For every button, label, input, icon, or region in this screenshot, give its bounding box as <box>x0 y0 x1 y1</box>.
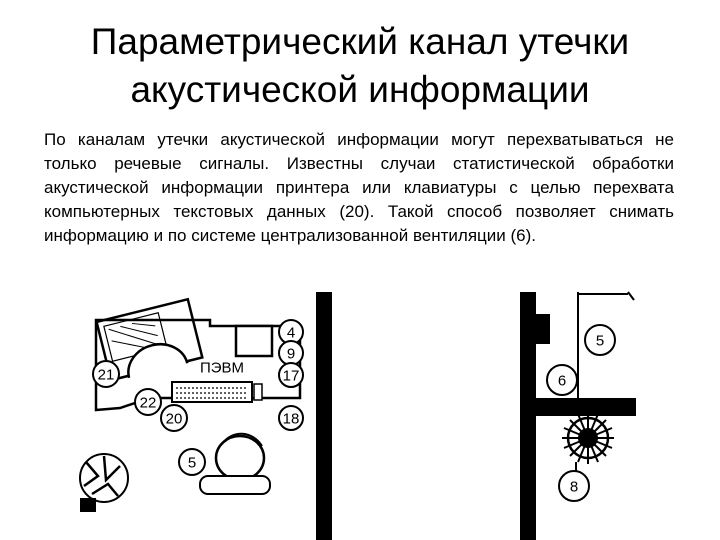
svg-text:8: 8 <box>569 478 579 496</box>
wall-left <box>316 292 332 540</box>
chair-shape <box>200 434 270 494</box>
marker-5-right <box>585 325 615 355</box>
slide-title <box>30 18 690 114</box>
body-paragraph: По каналам утечки акустической информации могут перехватываться не только речевые сигналы. Известны случаи статистической обработки акустической информации принтера или клавиатуры с целью перехвата компьютерных текстовых данных (20). Такой способ позволяет снимать информацию и по системе централизованной вентиляции (6). <box>44 130 674 245</box>
marker-17 <box>279 363 303 387</box>
marker-18 <box>279 406 303 430</box>
marker-20 <box>161 405 187 431</box>
svg-text:9: 9 <box>286 345 296 363</box>
svg-text:6: 6 <box>557 372 567 390</box>
plant-shape <box>80 454 128 512</box>
monitor-shape <box>236 326 272 356</box>
workstation-illustration <box>80 292 332 540</box>
marker-5-left <box>179 449 205 475</box>
duct-wall <box>536 398 636 416</box>
svg-text:5: 5 <box>187 454 197 472</box>
svg-text:20: 20 <box>165 410 183 428</box>
svg-text:22: 22 <box>139 394 157 412</box>
svg-text:17: 17 <box>282 367 300 385</box>
marker-22 <box>135 389 161 415</box>
office-diagram <box>0 280 720 540</box>
keyboard-shape <box>172 382 262 402</box>
title-line-1: Параметрический канал утечки <box>90 21 630 62</box>
marker-9 <box>279 341 303 365</box>
title-line-2: акустической информации <box>130 69 590 110</box>
svg-text:5: 5 <box>595 332 605 350</box>
marker-6 <box>547 365 577 395</box>
vent-fan-icon <box>562 412 614 464</box>
svg-text:4: 4 <box>286 324 296 342</box>
ventilation-illustration <box>520 292 636 540</box>
marker-8 <box>559 471 589 501</box>
svg-text:18: 18 <box>282 410 300 428</box>
wall-right <box>520 292 536 540</box>
marker-21 <box>93 361 119 387</box>
svg-text:21: 21 <box>97 366 115 384</box>
device-label: ПЭВМ <box>199 359 245 377</box>
